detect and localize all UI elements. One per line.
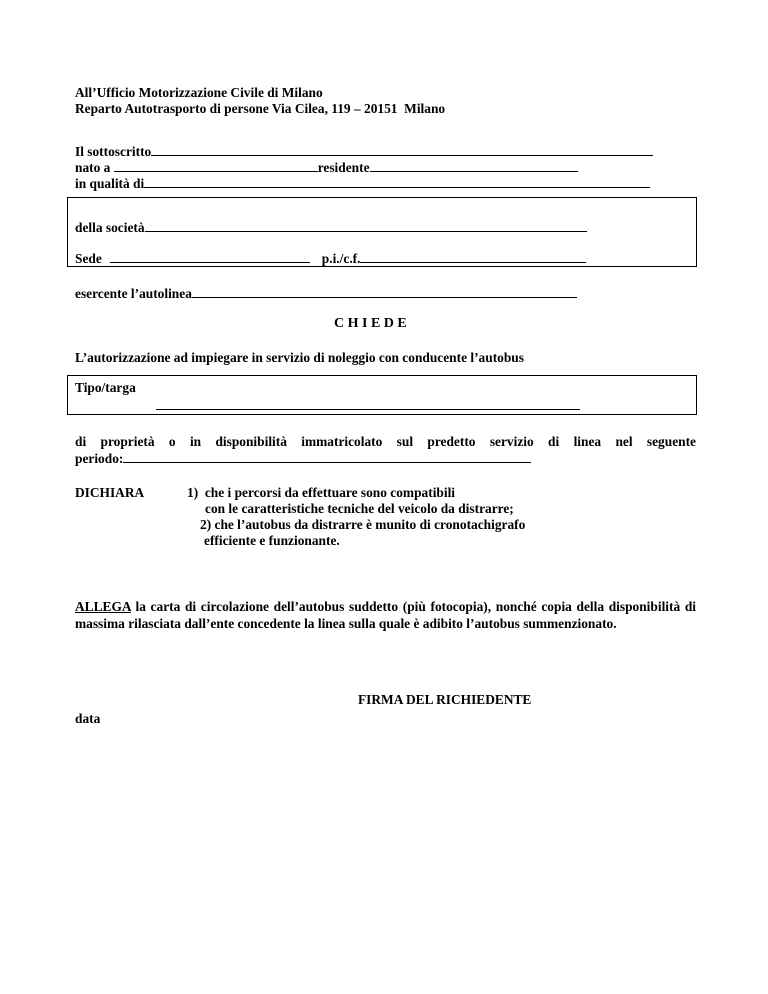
dichiara-label: DICHIARA bbox=[75, 485, 145, 500]
periodo-label: periodo: bbox=[75, 451, 124, 466]
residente-field[interactable] bbox=[370, 159, 578, 172]
qualita-field[interactable] bbox=[144, 175, 650, 188]
data-label: data bbox=[75, 711, 101, 726]
autolinea-label: esercente l’autolinea bbox=[75, 286, 192, 301]
addressee-line-1: All’Ufficio Motorizzazione Civile di Milano bbox=[75, 85, 323, 100]
sede-row bbox=[75, 250, 586, 267]
sede-label: Sede bbox=[75, 251, 102, 266]
firma-label: FIRMA DEL RICHIEDENTE bbox=[358, 692, 532, 707]
allega-label: ALLEGA bbox=[75, 599, 131, 614]
piva-label: p.i./c.f. bbox=[321, 251, 361, 266]
autolinea-field[interactable] bbox=[192, 285, 577, 298]
dichiara-item-2-line-1: 2) che l’autobus da distrarre è munito di cronotachigrafo bbox=[200, 517, 526, 532]
tipo-targa-label: Tipo/targa bbox=[75, 380, 136, 395]
sottoscritto-row bbox=[75, 143, 653, 160]
nato-row bbox=[75, 159, 578, 176]
sottoscritto-field[interactable] bbox=[151, 143, 653, 156]
tipo-targa-field[interactable] bbox=[156, 409, 580, 410]
qualita-row bbox=[75, 175, 650, 192]
nato-label: nato a bbox=[75, 160, 114, 175]
piva-field[interactable] bbox=[360, 250, 586, 263]
sede-field[interactable] bbox=[110, 250, 310, 263]
dichiara-item-2-line-2: efficiente e funzionante. bbox=[204, 533, 340, 548]
sottoscritto-label: Il sottoscritto bbox=[75, 144, 152, 159]
societa-label: della società bbox=[75, 220, 145, 235]
nato-field[interactable] bbox=[114, 159, 318, 172]
periodo-field[interactable] bbox=[123, 450, 531, 463]
periodo-row bbox=[75, 450, 531, 467]
allega-paragraph bbox=[75, 598, 696, 632]
ownership-line-1: di proprietà o in disponibilità immatricolato sul predetto servizio di linea nel seguente bbox=[75, 434, 696, 449]
societa-field[interactable] bbox=[145, 219, 587, 232]
addressee-line-2: Reparto Autotrasporto di persone Via Cilea, 119 – 20151 Milano bbox=[75, 101, 446, 116]
dichiara-item-1-line-2: con le caratteristiche tecniche del veicolo da distrarre; bbox=[205, 501, 514, 516]
allega-text: la carta di circolazione dell’autobus suddetto (più fotocopia), nonché copia della disponibilità di massima rilasciata dall’ente concedente la linea sulla quale è adibito l’autobus summenzionato. bbox=[75, 599, 696, 631]
qualita-label: in qualità di bbox=[75, 176, 145, 191]
autolinea-row bbox=[75, 285, 577, 302]
societa-row bbox=[75, 219, 587, 236]
request-text: L’autorizzazione ad impiegare in servizio di noleggio con conducente l’autobus bbox=[75, 350, 524, 365]
chiede-heading: C H I E D E bbox=[334, 316, 407, 331]
residente-label: residente bbox=[317, 160, 370, 175]
dichiara-item-1-line-1: 1) che i percorsi da effettuare sono compatibili bbox=[187, 485, 456, 500]
